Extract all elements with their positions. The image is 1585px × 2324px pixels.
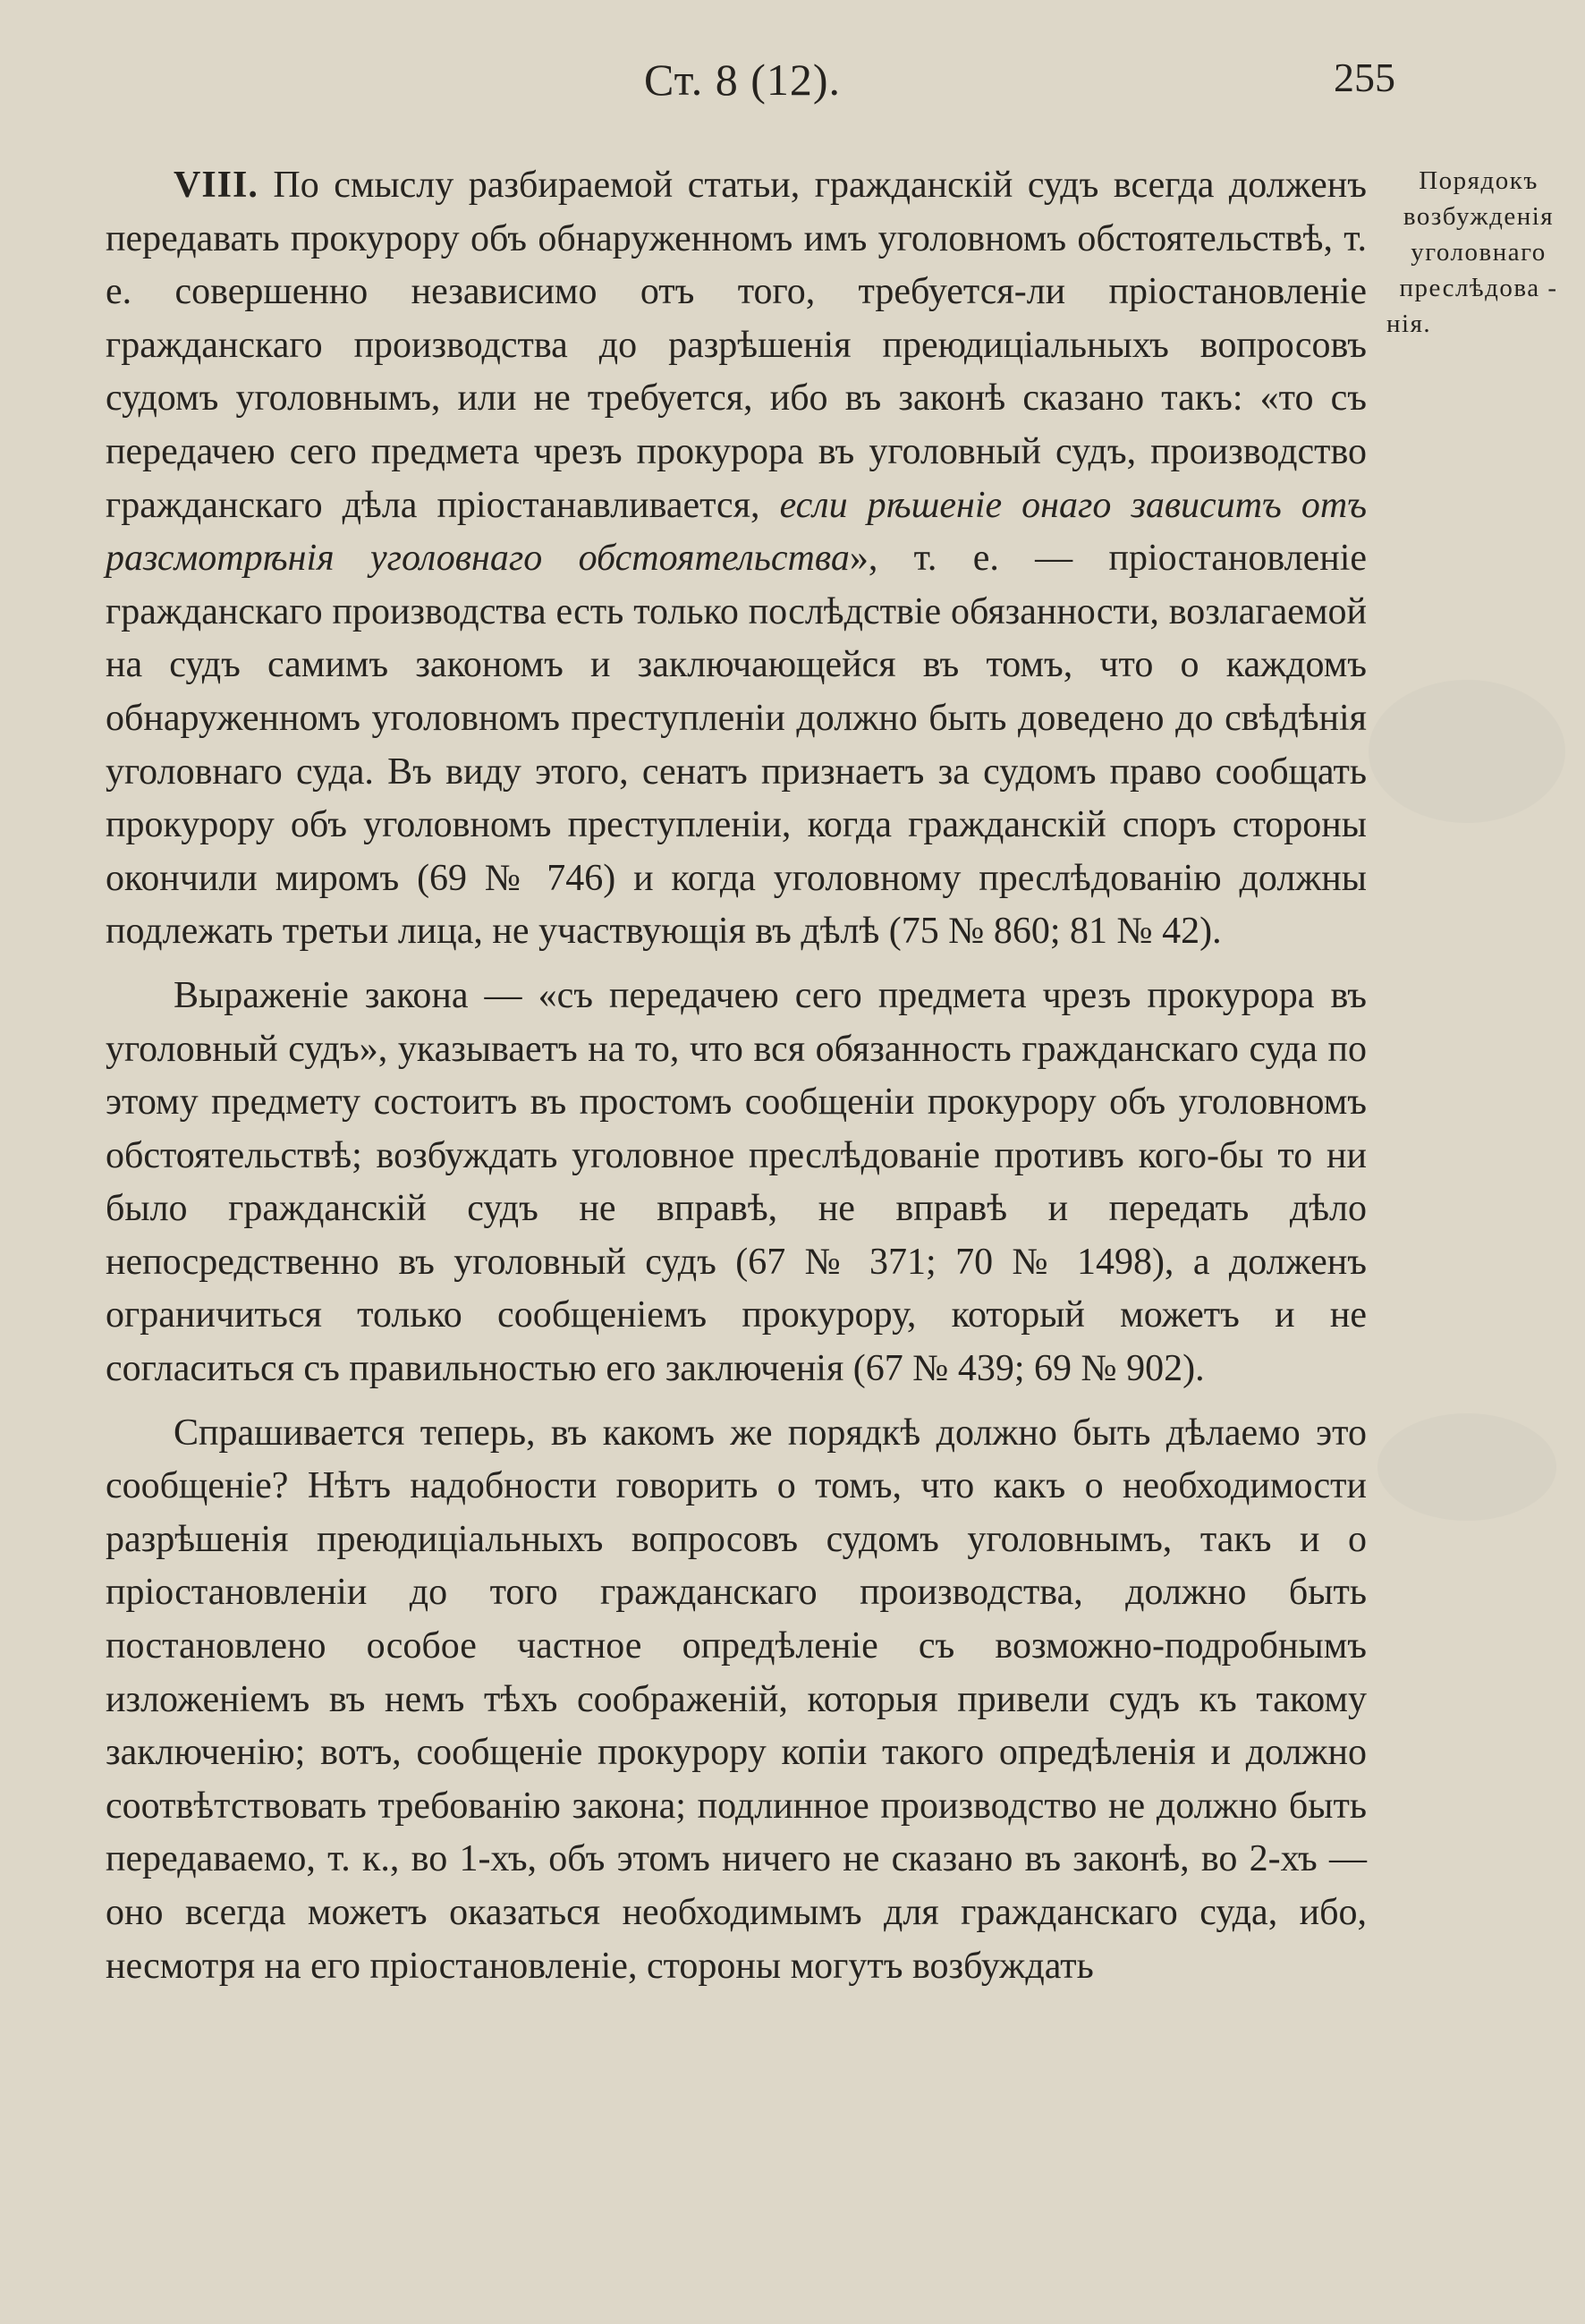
margin-note-line: Порядокъ <box>1419 166 1538 195</box>
paragraph-1 <box>106 159 1367 959</box>
running-header <box>0 54 1585 116</box>
paper-stain <box>1377 1413 1556 1521</box>
margin-note-line: нія. <box>1386 310 1432 338</box>
section-number: VIII. <box>174 165 259 206</box>
margin-note-line: уголовнаго <box>1411 238 1547 267</box>
body-text <box>106 159 1367 2004</box>
paragraph-3: Спрашивается теперь, въ какомъ же порядкѣ должно быть дѣлаемо это сообщеніе? Нѣтъ надобности говорить о томъ, что какъ о необходимости разрѣшенія преюдиціальныхъ вопросовъ судомъ уголовнымъ, такъ и о пріостановленіи до того гражданскаго производства, должно быть постановлено особое частное опредѣленіе съ возможно-подробнымъ изложеніемъ въ немъ тѣхъ соображеній, которыя привели судъ къ такому заключенію; вотъ, сообщеніе прокурору копіи такого опредѣленія и должно соотвѣтствовать требованію закона; подлинное производство не должно быть передаваемо, т. к., во 1-хъ, объ этомъ ничего не сказано въ законѣ, во 2-хъ — оно всегда можетъ оказаться необходимымъ для гражданскаго суда, ибо, несмотря на его пріостановленіе, стороны могутъ возбуждать <box>106 1412 1367 1987</box>
quoted-emphasis: если рѣшеніе онаго зависитъ отъ разсмотрѣнія уголовнаго обстоятельства <box>106 484 1367 580</box>
paragraph-text: », т. е. — пріостановленіе гражданскаго производства есть только послѣдствіе обязанности, возлагаемой на судъ самимъ закономъ и заключающейся въ томъ, что о каждомъ обнаруженномъ уголовномъ преступленіи должно быть доведено до свѣдѣнія уголовнаго суда. Въ виду этого, сенатъ признаетъ за судомъ право сообщать прокурору объ уголовномъ преступленіи, когда гражданскій споръ стороны окончили миромъ (69 № 746) и когда уголовному преслѣдованію должны подлежать третьи лица, не участвующія въ дѣлѣ (75 № 860; 81 № 42). <box>106 538 1368 953</box>
paper-stain <box>1369 680 1565 823</box>
page-title: Ст. 8 (12). <box>643 55 842 105</box>
margin-note-line: преслѣдова - <box>1399 274 1558 302</box>
margin-note-line: возбужденія <box>1403 202 1555 231</box>
page-number: 255 <box>1334 55 1395 100</box>
margin-note <box>1385 163 1572 342</box>
paragraph-2: Выраженіе закона — «съ передачею сего предмета чрезъ прокурора въ уголовный судъ», указываетъ на то, что вся обязанность гражданскаго суда по этому предмету состоитъ въ простомъ сообщеніи прокурору объ уголовномъ обстоятельствѣ; возбуждать уголовное преслѣдованіе противъ кого-бы то ни было гражданскій судъ не вправѣ, не вправѣ и передать дѣло непосредственно въ уголовный судъ (67 № 371; 70 № 1498), а долженъ ограничиться только сообщеніемъ прокурору, который можетъ и не согласиться съ правильностью его заключенія (67 № 439; 69 № 902). <box>106 974 1367 1390</box>
paragraph-text: По смыслу разбираемой статьи, гражданскій судъ всегда долженъ передавать прокурору объ обнаруженномъ имъ уголовномъ обстоятельствѣ, т. е. совершенно независимо отъ того, требуется-ли пріостановленіе гражданскаго производства до разрѣшенія преюдиціальныхъ вопросовъ судомъ уголовнымъ, или не требуется, ибо въ законѣ сказано такъ: «то съ передачею сего предмета чрезъ прокурора въ уголовный судъ, производство гражданскаго дѣла пріостанавливается, <box>106 165 1367 526</box>
